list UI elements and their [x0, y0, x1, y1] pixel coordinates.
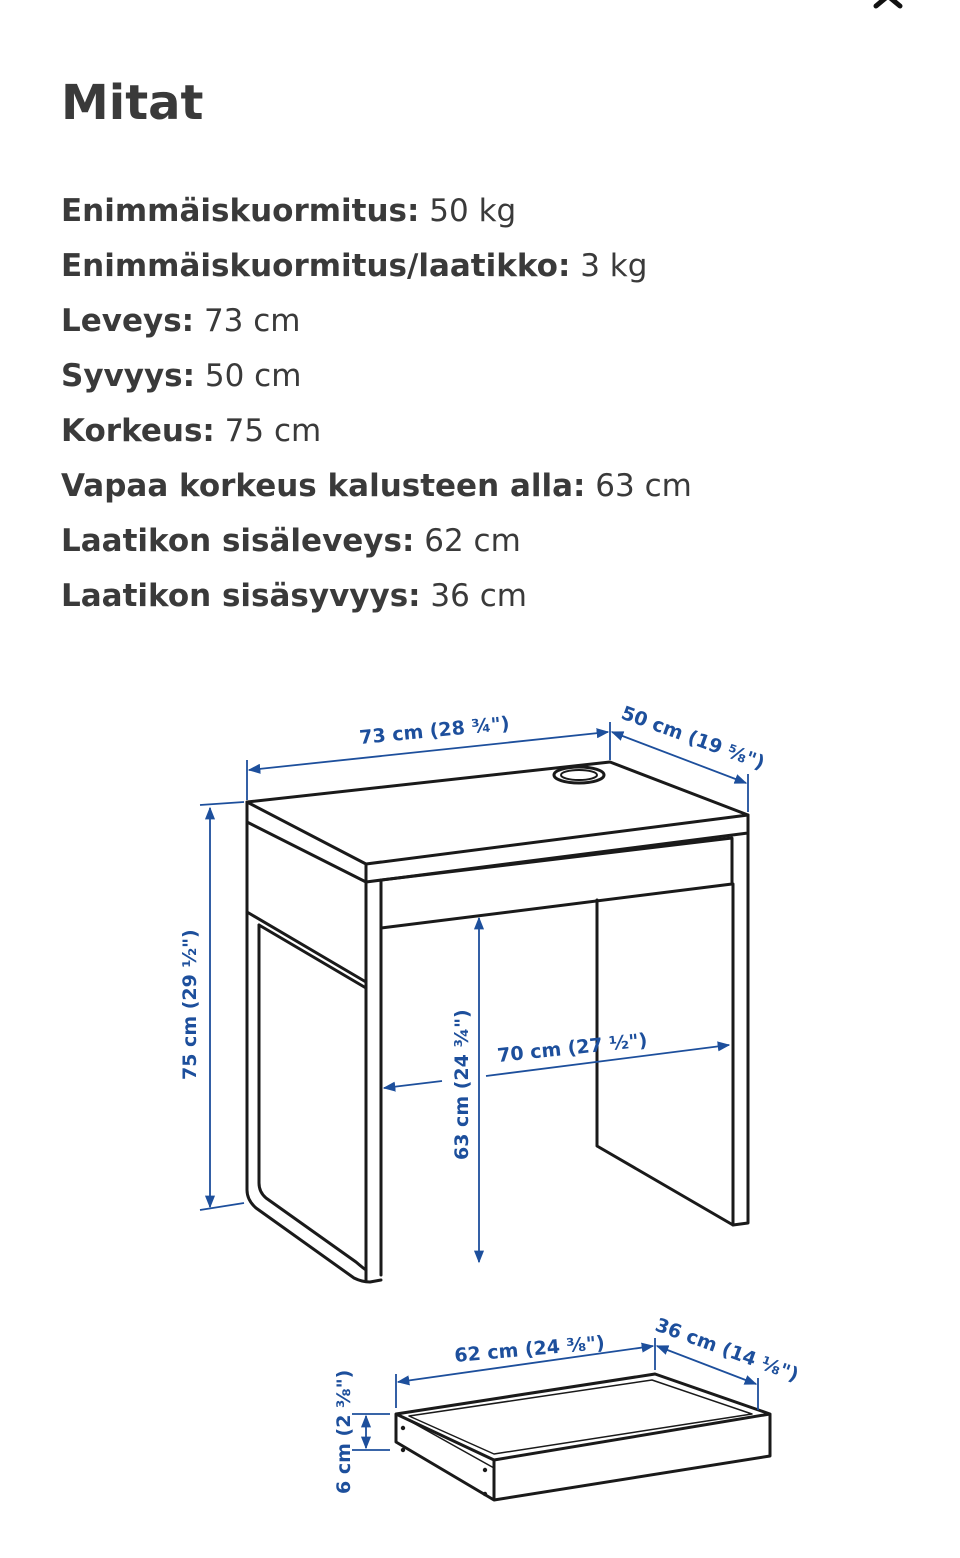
spec-value: 50 kg	[429, 193, 517, 229]
spec-value: 73 cm	[203, 303, 301, 339]
drawer-illustration	[396, 1374, 770, 1500]
spec-row-height	[61, 404, 692, 459]
spec-value: 50 cm	[204, 358, 302, 394]
spec-label: Vapaa korkeus kalusteen alla:	[61, 468, 586, 504]
desk-inner-width-label: 70 cm (27 ½")	[496, 1029, 649, 1067]
spec-row-max-load-drawer	[61, 239, 692, 294]
close-icon[interactable]	[866, 0, 910, 12]
spec-label: Laatikon sisäsyvyys:	[61, 578, 421, 614]
dimension-diagram	[0, 640, 960, 1558]
spec-label: Laatikon sisäleveys:	[61, 523, 415, 559]
desk-depth-label: 50 cm (19 ⅝")	[618, 702, 768, 775]
desk-width-label: 73 cm (28 ¾")	[358, 712, 511, 749]
drawer-depth-label: 36 cm (14 ⅛")	[652, 1314, 802, 1387]
spec-value: 36 cm	[430, 578, 527, 614]
spec-label: Enimmäiskuormitus/laatikko:	[61, 248, 571, 284]
desk-illustration	[247, 762, 748, 1282]
desk-clearance-label: 63 cm (24 ¾")	[451, 1009, 473, 1160]
spec-row-drawer-inner-depth	[61, 569, 692, 624]
spec-label: Leveys:	[61, 303, 195, 339]
page-title: Mitat	[61, 75, 204, 131]
spec-list	[61, 184, 692, 624]
spec-row-depth	[61, 349, 692, 404]
spec-label: Syvyys:	[61, 358, 196, 394]
spec-value: 63 cm	[595, 468, 692, 504]
desk-height-label: 75 cm (29 ½")	[179, 929, 201, 1080]
spec-label: Enimmäiskuormitus:	[61, 193, 420, 229]
spec-value: 75 cm	[224, 413, 322, 449]
drawer-height-label: 6 cm (2 ⅜")	[333, 1369, 355, 1494]
spec-value: 62 cm	[424, 523, 521, 559]
spec-label: Korkeus:	[61, 413, 215, 449]
spec-row-width	[61, 294, 692, 349]
spec-row-drawer-inner-width	[61, 514, 692, 569]
spec-row-clearance	[61, 459, 692, 514]
spec-row-max-load	[61, 184, 692, 239]
spec-value: 3 kg	[580, 248, 648, 284]
drawer-width-label: 62 cm (24 ⅜")	[453, 1331, 606, 1367]
